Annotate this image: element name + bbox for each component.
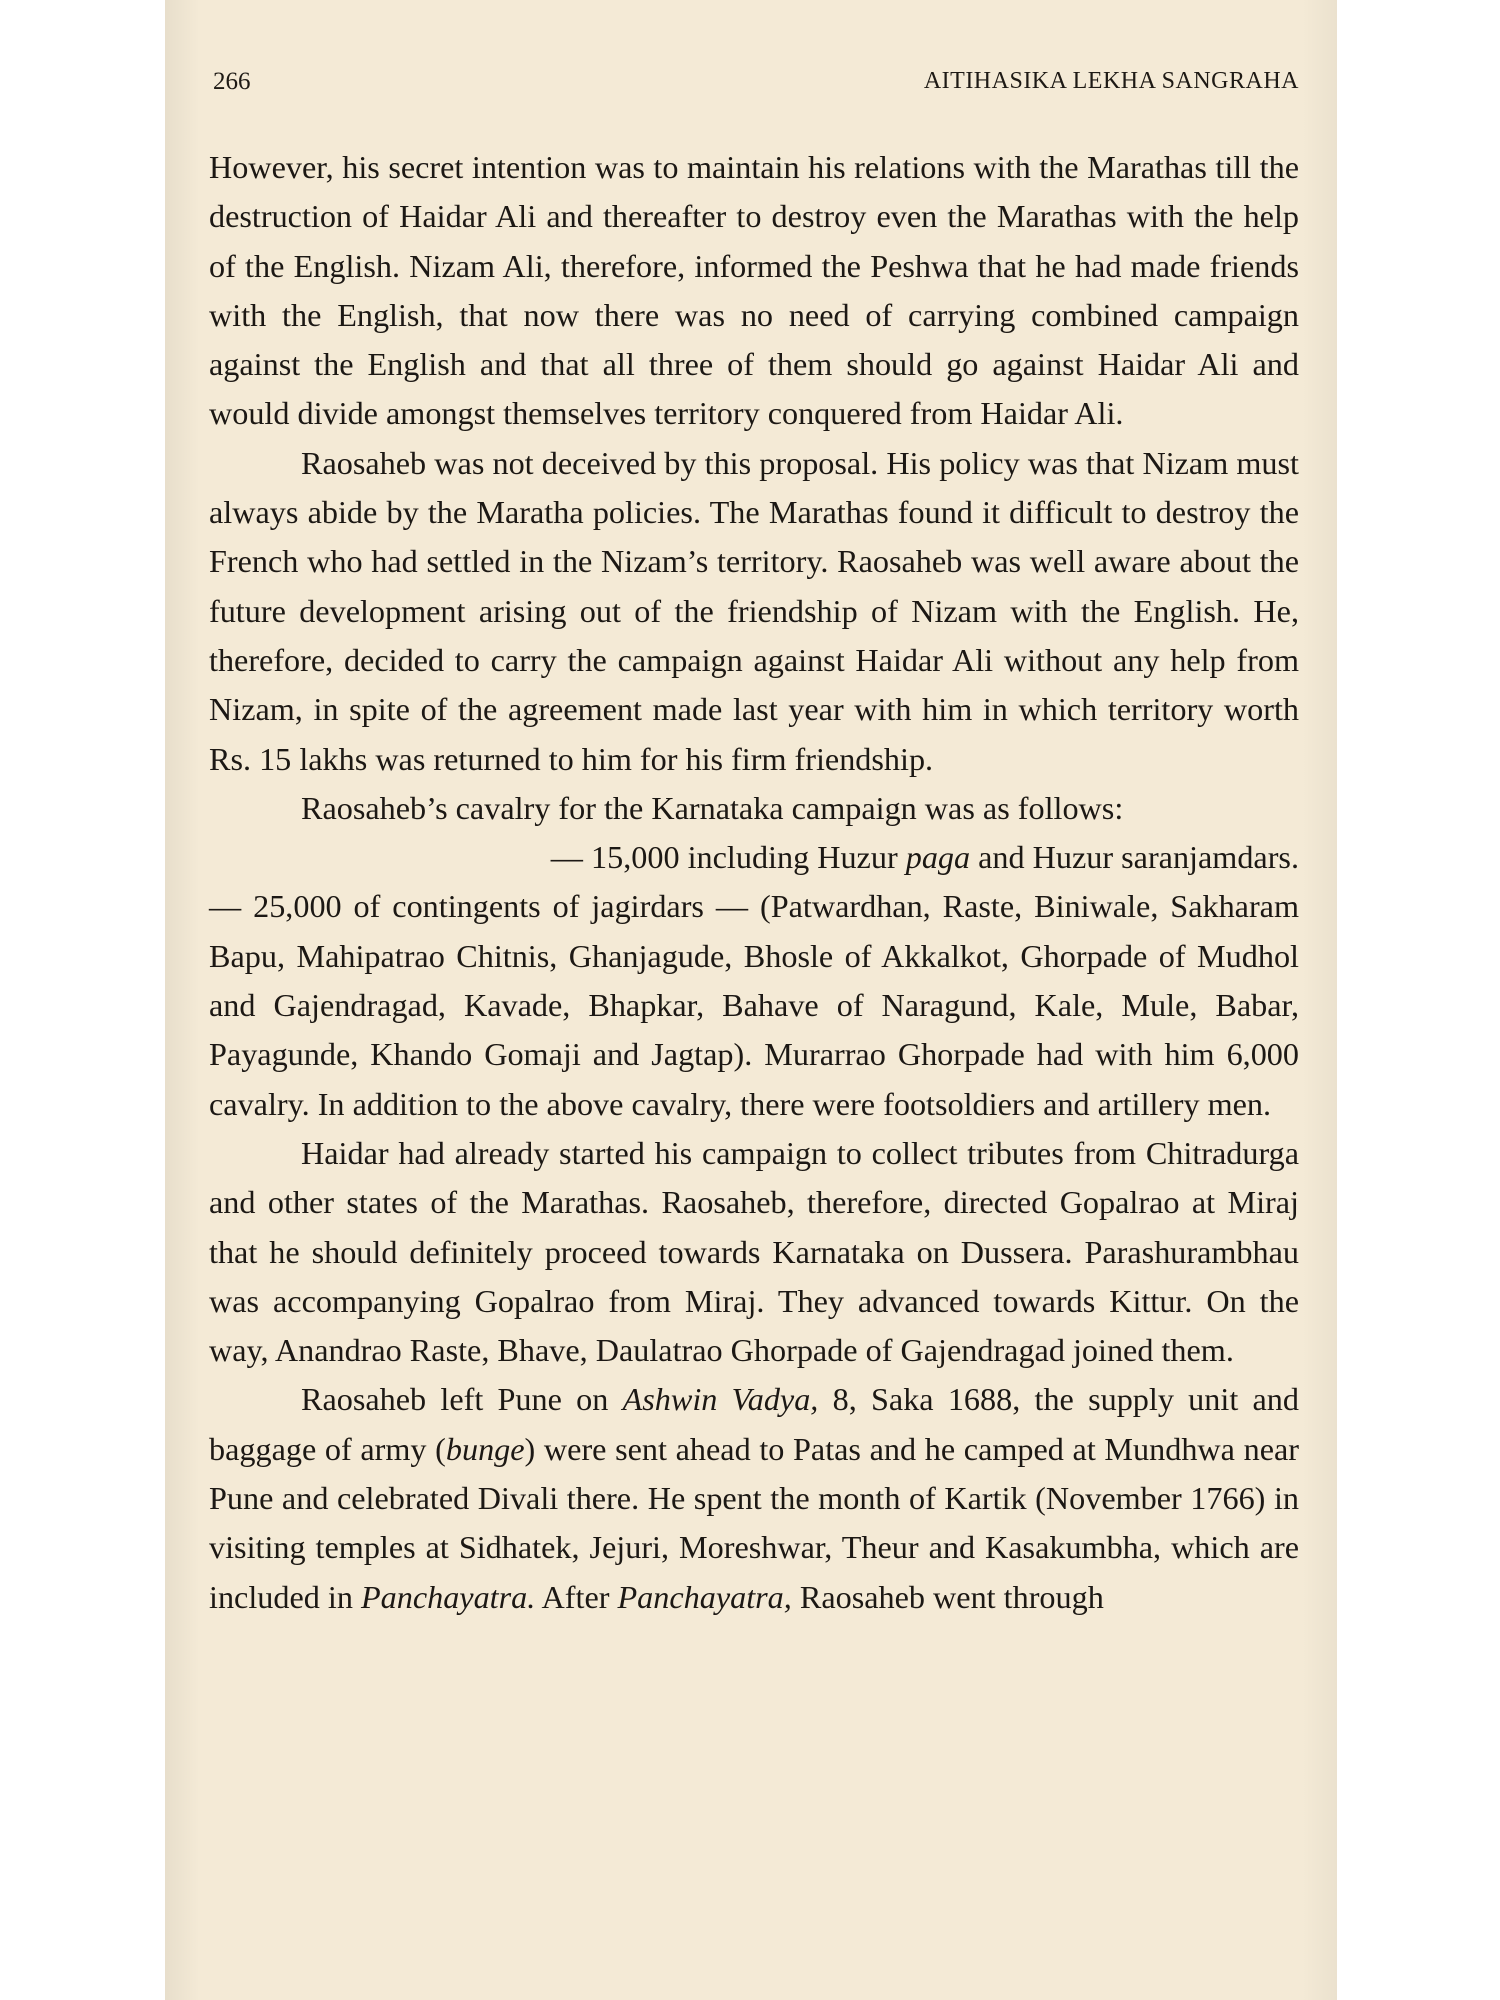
p7-text-a: Raosaheb left Pune on — [301, 1381, 623, 1418]
cavalry-list-item-1 — [209, 833, 1299, 882]
italic-bunge: bunge — [445, 1430, 525, 1467]
italic-panchayatra-1: Panchayatra. — [360, 1578, 536, 1615]
p7-text-d: After — [535, 1578, 618, 1615]
cavalry-list-item-2: — 25,000 of contingents of jagirdars — (Patwardhan, Raste, Biniwale, Sakharam Bapu, Mahipatrao Chitnis, Ghanjagude, Bhosle of Akkalkot, Ghorpade of Mudhol and Gajendragad, Kavade, Bhapkar, Bahave of Naragund, Kale, Mule, Babar, Payagunde, Khando Gomaji and Jagtap). Murarrao Ghorpade had with him 6,000 cavalry. In addition to the above cavalry, there were footsoldiers and artillery men. — [209, 888, 1299, 1122]
p7-text-b: 8, Saka 1688, the supply unit and baggage of army ( — [209, 1381, 1299, 1467]
running-title: AITIHASIKA LEKHA SANGRAHA — [923, 68, 1299, 94]
p7-text-c: ) were sent ahead to Patas and he camped at Mundhwa near Pune and celebrated Divali there. He spent the month of Kartik (November 1766) in visiting temples at Sidhatek, Jejuri, Moreshwar, Theur and Kasakumbha, which are included in — [209, 1430, 1299, 1615]
p7-text-e: Raosaheb went through — [791, 1578, 1104, 1615]
list-item-1-text-end: and Huzur saranjamdars. — [970, 839, 1299, 876]
body-text — [209, 143, 1299, 1622]
paragraph-6: Haidar had already started his campaign to collect tributes from Chitradurga and other states of the Marathas. Raosaheb, therefore, directed Gopalrao at Miraj that he should definitely proceed towards Karnataka on Dussera. Parashurambhau was accompanying Gopalrao from Miraj. They advanced towards Kittur. On the way, Anandrao Raste, Bhave, Daulatrao Ghorpade of Gajendragad joined them. — [209, 1134, 1299, 1369]
paragraph-3: Raosaheb’s cavalry for the Karnataka campaign was as follows: — [301, 789, 1124, 826]
book-page — [165, 0, 1337, 2000]
italic-panchayatra-2: Panchayatra, — [617, 1578, 792, 1615]
paragraph-1: However, his secret intention was to maintain his relations with the Marathas till the destruction of Haidar Ali and thereafter to destroy even the Marathas with the help of the English. Nizam Ali, therefore, informed the Peshwa that he had made friends with the English, that now there was no need of carrying combined campaign against the English and that all three of them should go against Haidar Ali and would divide amongst themselves territory conquered from Haidar Ali. — [209, 149, 1299, 432]
italic-term-paga: paga — [905, 839, 971, 876]
italic-ashwin-vadya: Ashwin Vadya, — [622, 1381, 819, 1418]
paragraph-7 — [209, 1375, 1299, 1621]
page-number: 266 — [213, 68, 251, 95]
page-header — [213, 68, 1299, 108]
paragraph-2: Raosaheb was not deceived by this proposal. His policy was that Nizam must always abide by the Maratha policies. The Marathas found it difficult to destroy the French who had settled in the Nizam’s territory. Raosaheb was well aware about the future development arising out of the friendship of Nizam with the English. He, therefore, decided to carry the campaign against Haidar Ali without any help from Nizam, in spite of the agreement made last year with him in which territory worth Rs. 15 lakhs was returned to him for his firm friendship. — [209, 444, 1299, 777]
list-item-1-text: — 15,000 including Huzur — [550, 839, 906, 876]
